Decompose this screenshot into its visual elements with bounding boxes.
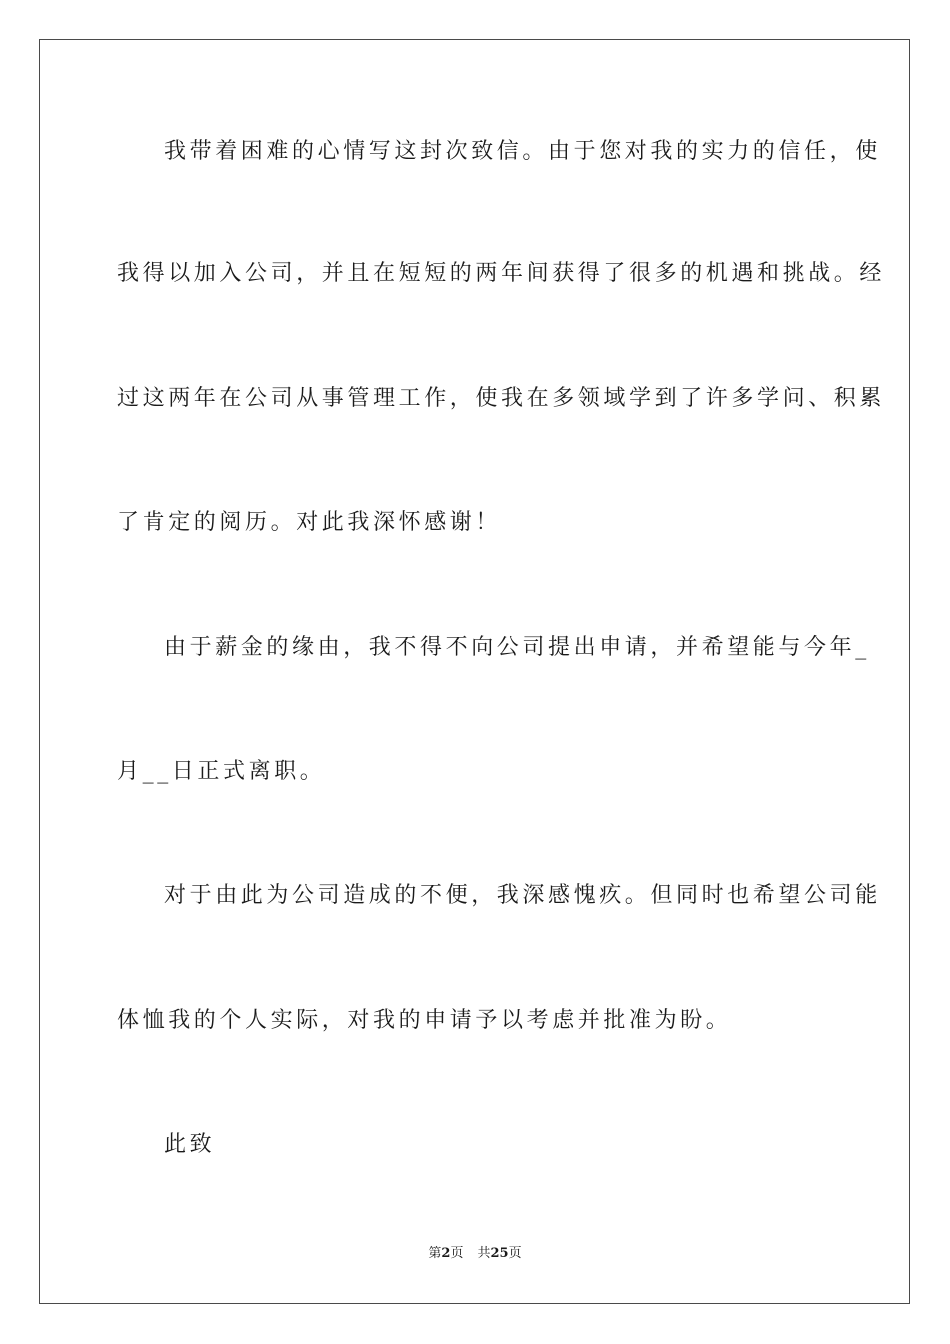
total-pages: 25 (490, 1246, 509, 1261)
paragraph-1-line-3: 过这两年在公司从事管理工作，使我在多领域学到了许多学问、积累 (117, 386, 886, 411)
paragraph-2-line-1: 由于薪金的缘由，我不得不向公司提出申请，并希望能与今年_ (164, 635, 870, 660)
page-border (39, 39, 910, 1304)
page-footer (0, 1245, 950, 1263)
paragraph-1-line-1: 我带着困难的心情写这封次致信。由于您对我的实力的信任，使 (164, 139, 881, 164)
paragraph-1-line-2: 我得以加入公司，并且在短短的两年间获得了很多的机遇和挑战。经 (117, 261, 886, 286)
page-number: 2 (441, 1246, 451, 1261)
closing-salutation: 此致 (164, 1132, 216, 1157)
paragraph-1-line-4: 了肯定的阅历。对此我深怀感谢！ (117, 510, 502, 535)
page-prefix: 第 (428, 1246, 442, 1261)
paragraph-3-line-1: 对于由此为公司造成的不便，我深感愧疚。但同时也希望公司能 (164, 883, 881, 908)
total-prefix: 共 (477, 1246, 491, 1261)
paragraph-2-line-2: 月__日正式离职。 (117, 759, 326, 784)
page-suffix: 页 (450, 1246, 464, 1261)
paragraph-3-line-2: 体恤我的个人实际，对我的申请予以考虑并批准为盼。 (117, 1008, 732, 1033)
total-suffix: 页 (508, 1246, 522, 1261)
